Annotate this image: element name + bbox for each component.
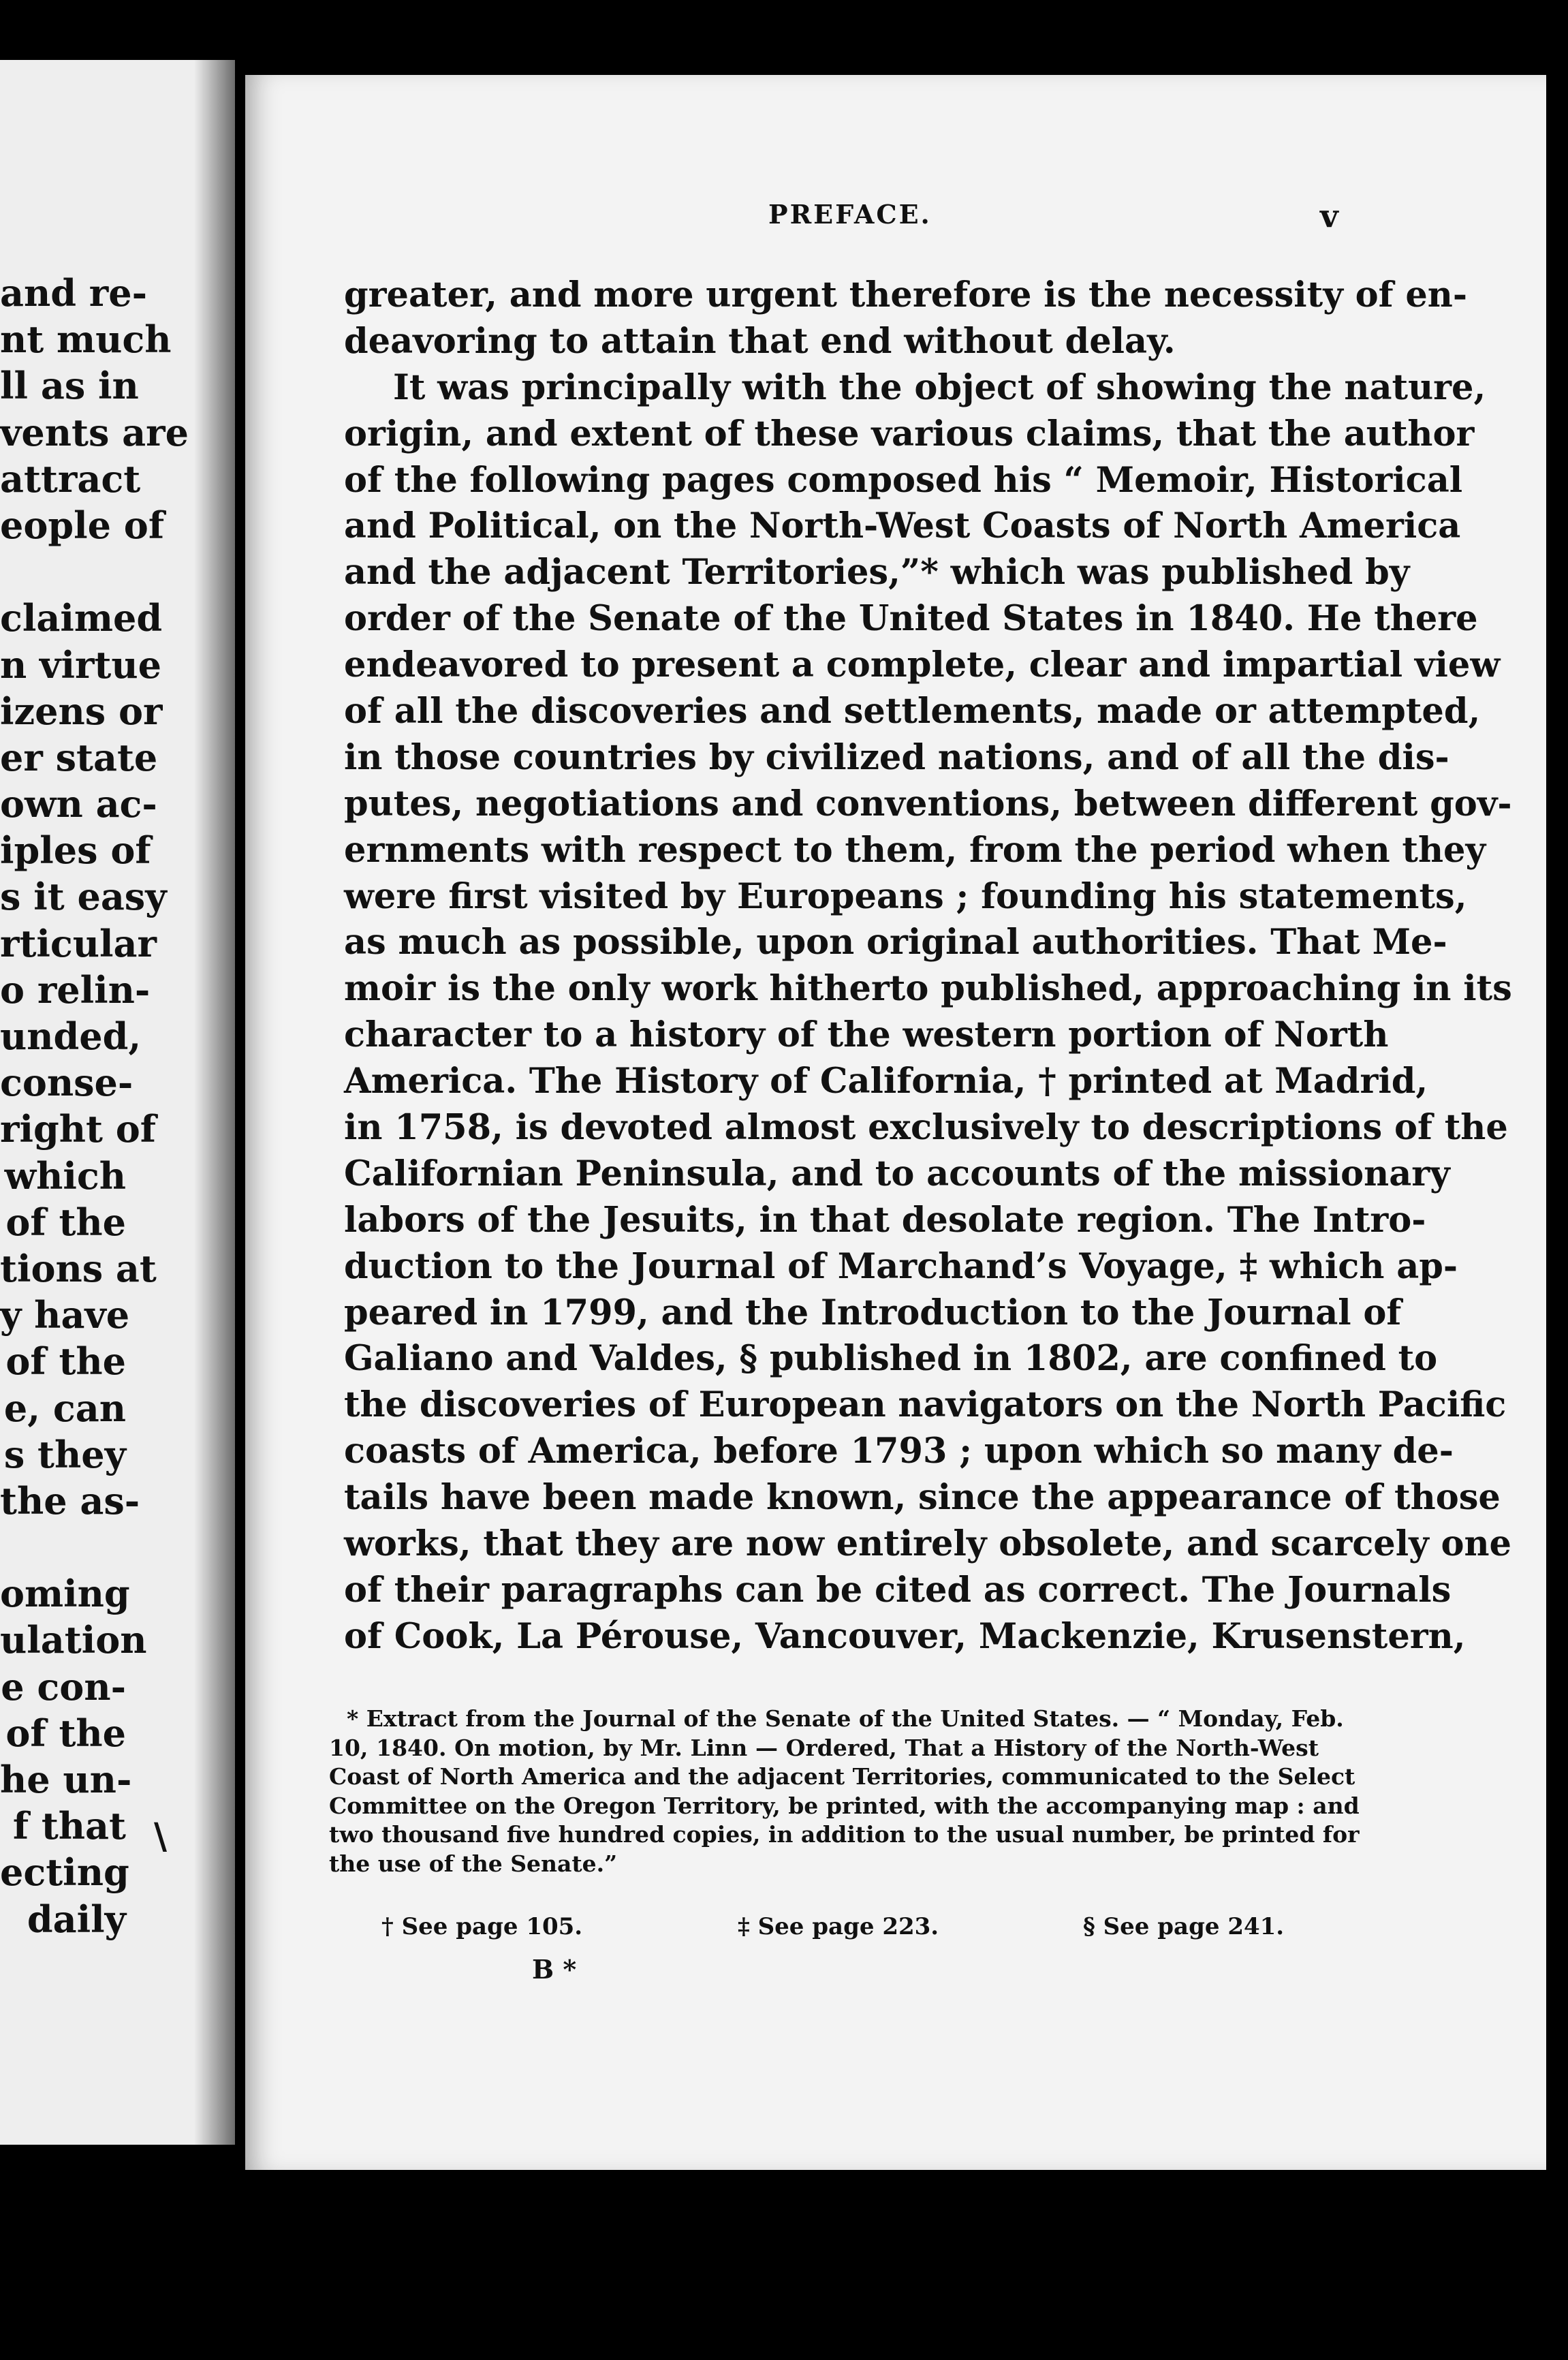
text-line: coasts of America, before 1793 ; upon which so many de- bbox=[344, 1431, 1454, 1472]
left-page-line: vents are bbox=[0, 410, 189, 454]
text-line: endeavored to present a complete, clear and impartial view bbox=[344, 645, 1501, 686]
left-page-line: the as- bbox=[0, 1478, 140, 1523]
left-page-text bbox=[0, 270, 189, 1942]
text-line: of their paragraphs can be cited as correct. The Journals bbox=[344, 1569, 1452, 1611]
left-page-mark: \ bbox=[154, 1816, 167, 1857]
left-page-line: he un- bbox=[0, 1758, 132, 1801]
footnote-reference-3: § See page 241. bbox=[1083, 1913, 1285, 1940]
left-page-line: s it easy bbox=[0, 875, 167, 919]
footnote-line: the use of the Senate.” bbox=[329, 1850, 618, 1877]
text-line: works, that they are now entirely obsolete, and scarcely one bbox=[344, 1523, 1512, 1565]
left-page-line: of the bbox=[5, 1711, 126, 1755]
left-page-line bbox=[0, 548, 126, 595]
text-line: labors of the Jesuits, in that desolate region. The Intro- bbox=[344, 1199, 1426, 1241]
left-page-line: e, can bbox=[3, 1386, 126, 1430]
left-page-line: right of bbox=[0, 1107, 156, 1151]
left-page-line: iples of bbox=[0, 828, 151, 873]
left-page-line: s they bbox=[3, 1432, 126, 1476]
page-gutter-shadow bbox=[194, 60, 235, 2145]
left-page-line: ulation bbox=[0, 1618, 147, 1662]
text-line: deavoring to attain that end without delay. bbox=[344, 320, 1176, 362]
text-line: It was principally with the object of showing the nature, bbox=[393, 367, 1486, 408]
signature-mark: B * bbox=[532, 1954, 577, 1985]
text-line: in those countries by civilized nations, and of all the dis- bbox=[344, 736, 1449, 778]
text-line: peared in 1799, and the Introduction to the Journal of bbox=[344, 1292, 1402, 1333]
text-line: were first visited by Europeans ; founding his statements, bbox=[344, 875, 1467, 917]
left-page-line: of the bbox=[5, 1200, 126, 1244]
text-line: greater, and more urgent therefore is the necessity of en- bbox=[344, 275, 1468, 315]
text-line: as much as possible, upon original authorities. That Me- bbox=[344, 922, 1447, 963]
footnote-reference-1: † See page 105. bbox=[381, 1913, 583, 1940]
left-page-line: izens or bbox=[0, 689, 163, 733]
left-page-line: nt much bbox=[0, 317, 172, 362]
text-line: character to a history of the western portion of North bbox=[344, 1014, 1389, 1056]
left-page-line: tions at bbox=[0, 1246, 157, 1290]
text-line: and the adjacent Territories,”* which was published by bbox=[344, 552, 1410, 593]
left-page-line: daily bbox=[27, 1897, 126, 1941]
text-line: Californian Peninsula, and to accounts of the missionary bbox=[344, 1153, 1450, 1194]
page-number: v bbox=[1320, 198, 1338, 234]
left-page-line: conse- bbox=[0, 1061, 134, 1105]
text-line: in 1758, is devoted almost exclusively to descriptions of the bbox=[344, 1107, 1508, 1149]
text-line: Galiano and Valdes, § published in 1802, are confined to bbox=[344, 1338, 1438, 1380]
left-page-line: own ac- bbox=[0, 782, 157, 826]
left-page-line: y have bbox=[0, 1293, 130, 1337]
left-page-line: e con- bbox=[1, 1664, 126, 1709]
text-line: order of the Senate of the United States in 1840. He there bbox=[344, 598, 1478, 640]
footnote-line: Coast of North America and the adjacent Territories, communicated to the Select bbox=[329, 1763, 1355, 1790]
text-line: of all the discoveries and settlements, made or attempted, bbox=[344, 691, 1481, 732]
left-page-line: of the bbox=[5, 1339, 126, 1384]
left-page-line: and re- bbox=[0, 271, 148, 315]
text-line: America. The History of California, † printed at Madrid, bbox=[344, 1061, 1428, 1102]
left-page-line: f that bbox=[12, 1804, 126, 1848]
left-page-line: which bbox=[4, 1153, 126, 1198]
text-line: and Political, on the North-West Coasts of North America bbox=[344, 506, 1461, 547]
left-page-line: o relin- bbox=[0, 967, 151, 1012]
footnote-line: * Extract from the Journal of the Senate of the United States. — “ Monday, Feb. bbox=[347, 1705, 1344, 1732]
left-page-line: er state bbox=[0, 735, 158, 779]
left-page-line: n virtue bbox=[0, 642, 161, 687]
left-page-line: ll as in bbox=[0, 364, 139, 408]
left-page-line: unded, bbox=[0, 1014, 142, 1058]
left-page-line: claimed bbox=[0, 596, 163, 640]
text-line: the discoveries of European navigators on the North Pacific bbox=[344, 1384, 1507, 1426]
footnote bbox=[329, 1705, 1360, 1878]
left-page-line: eople of bbox=[0, 503, 165, 547]
left-page-line bbox=[0, 1524, 126, 1570]
footnote-line: 10, 1840. On motion, by Mr. Linn — Ordered, That a History of the North-West bbox=[329, 1734, 1319, 1761]
text-line: duction to the Journal of Marchand’s Voyage, ‡ which ap- bbox=[344, 1245, 1458, 1287]
footnote-line: two thousand five hundred copies, in addition to the usual number, be printed for bbox=[329, 1821, 1360, 1848]
running-header: PREFACE. bbox=[768, 199, 932, 230]
text-line: origin, and extent of these various claims, that the author bbox=[344, 413, 1475, 454]
footnote-reference-2: ‡ See page 223. bbox=[738, 1913, 939, 1940]
left-page-line: oming bbox=[0, 1572, 130, 1616]
text-line: ernments with respect to them, from the period when they bbox=[344, 829, 1486, 871]
text-line: putes, negotiations and conventions, between different gov- bbox=[344, 783, 1512, 824]
left-page-line: ecting bbox=[0, 1850, 129, 1895]
text-line: of Cook, La Pérouse, Vancouver, Mackenzie, Krusenstern, bbox=[344, 1615, 1466, 1657]
left-page-line: attract bbox=[0, 456, 141, 501]
body-text bbox=[344, 273, 1512, 1660]
text-line: of the following pages composed his “ Memoir, Historical bbox=[344, 459, 1463, 501]
left-facing-page bbox=[0, 60, 235, 2145]
footnote-line: Committee on the Oregon Territory, be printed, with the accompanying map : and bbox=[329, 1792, 1360, 1819]
text-line: moir is the only work hitherto published, approaching in its bbox=[344, 968, 1512, 1010]
left-page-line: rticular bbox=[0, 921, 157, 965]
text-line: tails have been made known, since the appearance of those bbox=[344, 1477, 1501, 1519]
